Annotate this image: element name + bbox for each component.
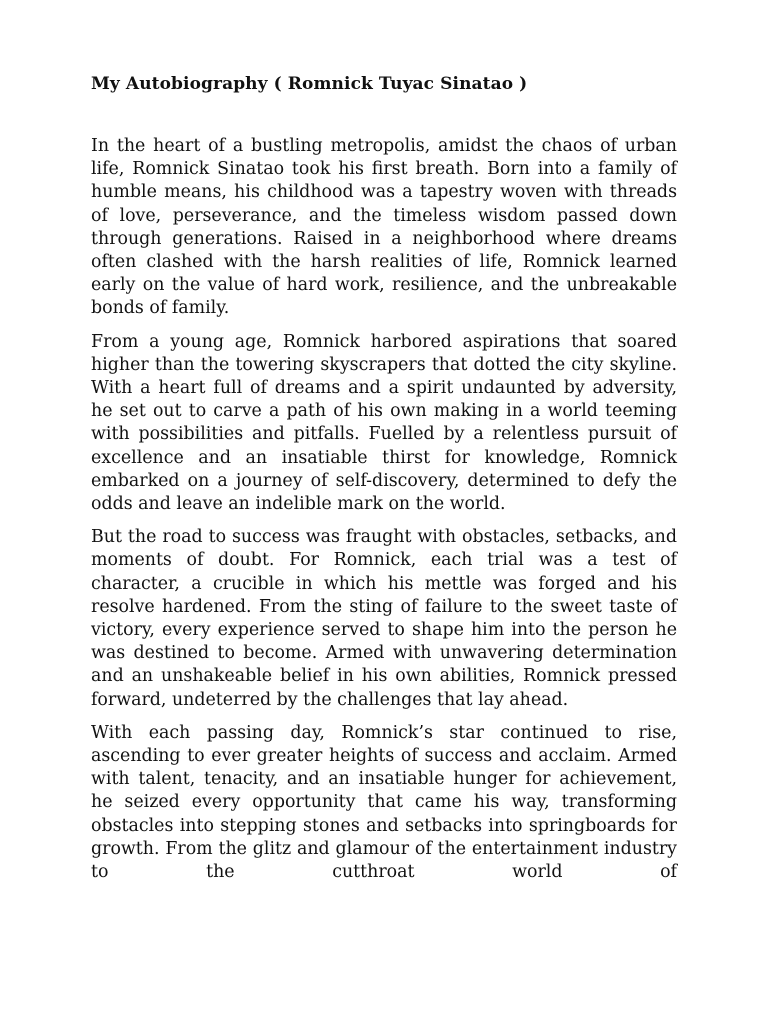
- paragraph-3: But the road to success was fraught with obstacles, setbacks, and moments of doubt. For Romnick, each trial was a test of character, a crucible in which his mettle was forged and his resolve hardened. From the sting of failure to the sweet taste of victory, every experience served to shape him into the person he was destined to become. Armed with unwavering determination and an unshakeable belief in his own abilities, Romnick pressed forward, undeterred by the challenges that lay ahead.: [91, 527, 677, 710]
- document-page: [91, 72, 677, 894]
- paragraph-1: In the heart of a bustling metropolis, amidst the chaos of urban life, Romnick Sinatao took his first breath. Born into a family of humble means, his childhood was a tapestry woven with threads of love, perseverance, and the timeless wisdom passed down through generations. Raised in a neighborhood where dreams often clashed with the harsh realities of life, Romnick learned early on the value of hard work, resilience, and the unbreakable bonds of family.: [91, 136, 677, 319]
- paragraph-4: With each passing day, Romnick’s star continued to rise, ascending to ever greater heights of success and acclaim. Armed with talent, tenacity, and an insatiable hunger for achievement, he seized every opportunity that came his way, transforming obstacles into stepping stones and setbacks into springboards for growth. From the glitz and glamour of the entertainment industry to the cutthroat world of: [91, 722, 677, 883]
- paragraph-2: From a young age, Romnick harbored aspirations that soared higher than the towering skyscrapers that dotted the city skyline. With a heart full of dreams and a spirit undaunted by adversity, he set out to carve a path of his own making in a world teeming with possibilities and pitfalls. Fuelled by a relentless pursuit of excellence and an insatiable thirst for knowledge, Romnick embarked on a journey of self-discovery, determined to defy the odds and leave an indelible mark on the world.: [91, 331, 677, 515]
- document-title: My Autobiography ( Romnick Tuyac Sinatao ): [91, 74, 528, 94]
